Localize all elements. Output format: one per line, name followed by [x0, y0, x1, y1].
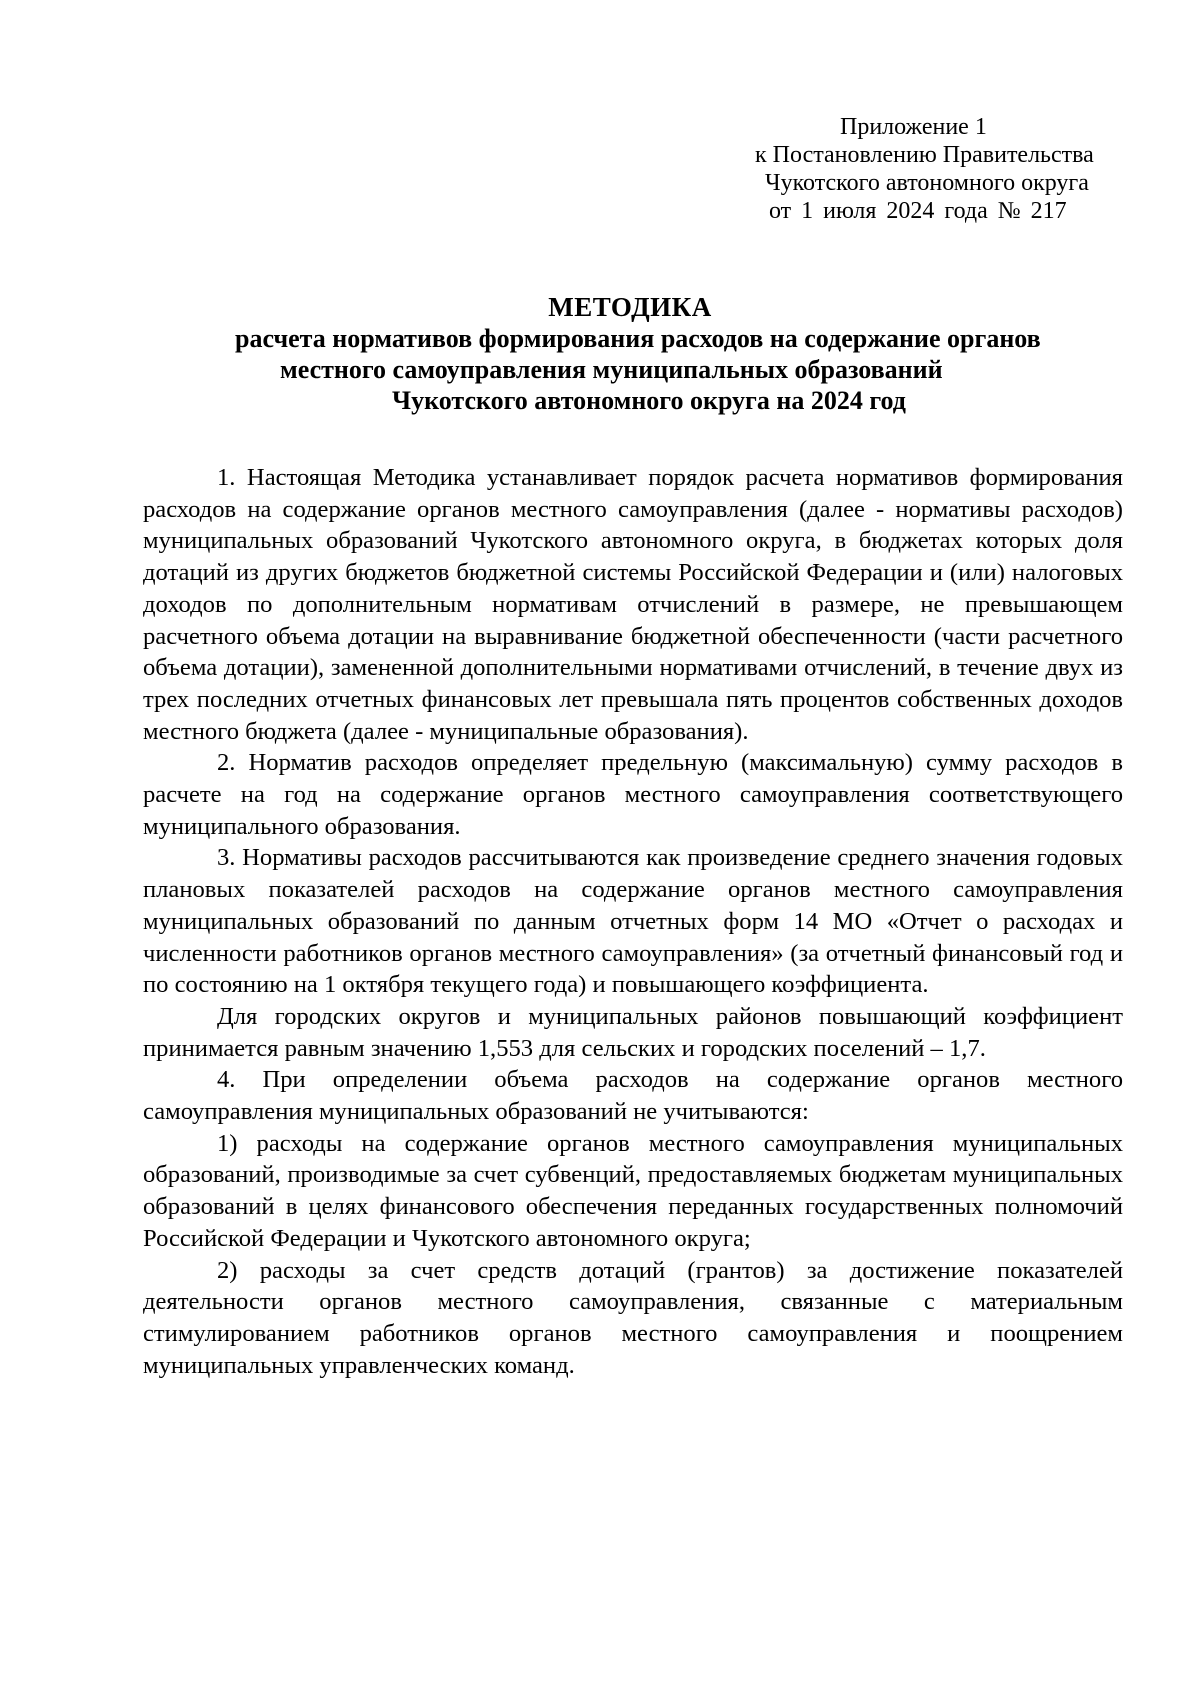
title-subtitle-line-2: местного самоуправления муниципальных образований: [280, 355, 943, 384]
document-title: [0, 292, 1200, 416]
document-body: [143, 462, 1123, 1381]
appendix-title: Приложение 1: [840, 114, 987, 140]
paragraph-4-item-1: 1) расходы на содержание органов местного самоуправления муниципальных образований, производимые за счет субвенций, предоставляемых бюджетам муниципальных образований в целях финансового обеспечения переданных государственных полномочий Российской Федерации и Чукотского автономного округа;: [143, 1129, 1123, 1252]
paragraph-coefficient: Для городских округов и муниципальных районов повышающий коэффициент принимается равным значению 1,553 для сельских и городских поселений – 1,7.: [143, 1002, 1123, 1062]
appendix-date-number: от 1 июля 2024 года № 217: [769, 198, 1067, 224]
appendix-resolution: к Постановлению Правительства: [755, 142, 1094, 168]
title-subtitle-line-1: расчета нормативов формирования расходов на содержание органов: [235, 324, 1041, 353]
appendix-region: Чукотского автономного округа: [765, 170, 1089, 196]
paragraph-2: 2. Норматив расходов определяет предельную (максимальную) сумму расходов в расчете на год на содержание органов местного самоуправления соответствующего муниципального образования.: [143, 749, 1123, 840]
title-subtitle-line-3: Чукотского автономного округа на 2024 год: [392, 386, 906, 415]
paragraph-1: 1. Настоящая Методика устанавливает порядок расчета нормативов формирования расходов на содержание органов местного самоуправления (далее - нормативы расходов) муниципальных образований Чукотского автономного округа, в бюджетах которых доля дотаций из других бюджетов бюджетной системы Российской Федерации и (или) налоговых доходов по дополнительным нормативам отчислений в размере, не превышающем расчетного объема дотации на выравнивание бюджетной обеспеченности (части расчетного объема дотации), замененной дополнительными нормативами отчислений, в течение двух из трех последних отчетных финансовых лет превышала пять процентов собственных доходов местного бюджета (далее - муниципальные образования).: [143, 464, 1123, 745]
paragraph-4-item-2: 2) расходы за счет средств дотаций (грантов) за достижение показателей деятельности органов местного самоуправления, связанные с материальным стимулированием работников органов местного самоуправления и поощрением муниципальных управленческих команд.: [143, 1256, 1123, 1379]
title-main: МЕТОДИКА: [548, 292, 712, 322]
appendix-header: [752, 113, 1172, 225]
paragraph-4: 4. При определении объема расходов на содержание органов местного самоуправления муниципальных образований не учитываются:: [143, 1066, 1123, 1126]
paragraph-3: 3. Нормативы расходов рассчитываются как произведение среднего значения годовых плановых показателей расходов на содержание органов местного самоуправления муниципальных образований по данным отчетных форм 14 МО «Отчет о расходах и численности работников органов местного самоуправления» (за отчетный финансовый год и по состоянию на 1 октября текущего года) и повышающего коэффициента.: [143, 844, 1123, 999]
